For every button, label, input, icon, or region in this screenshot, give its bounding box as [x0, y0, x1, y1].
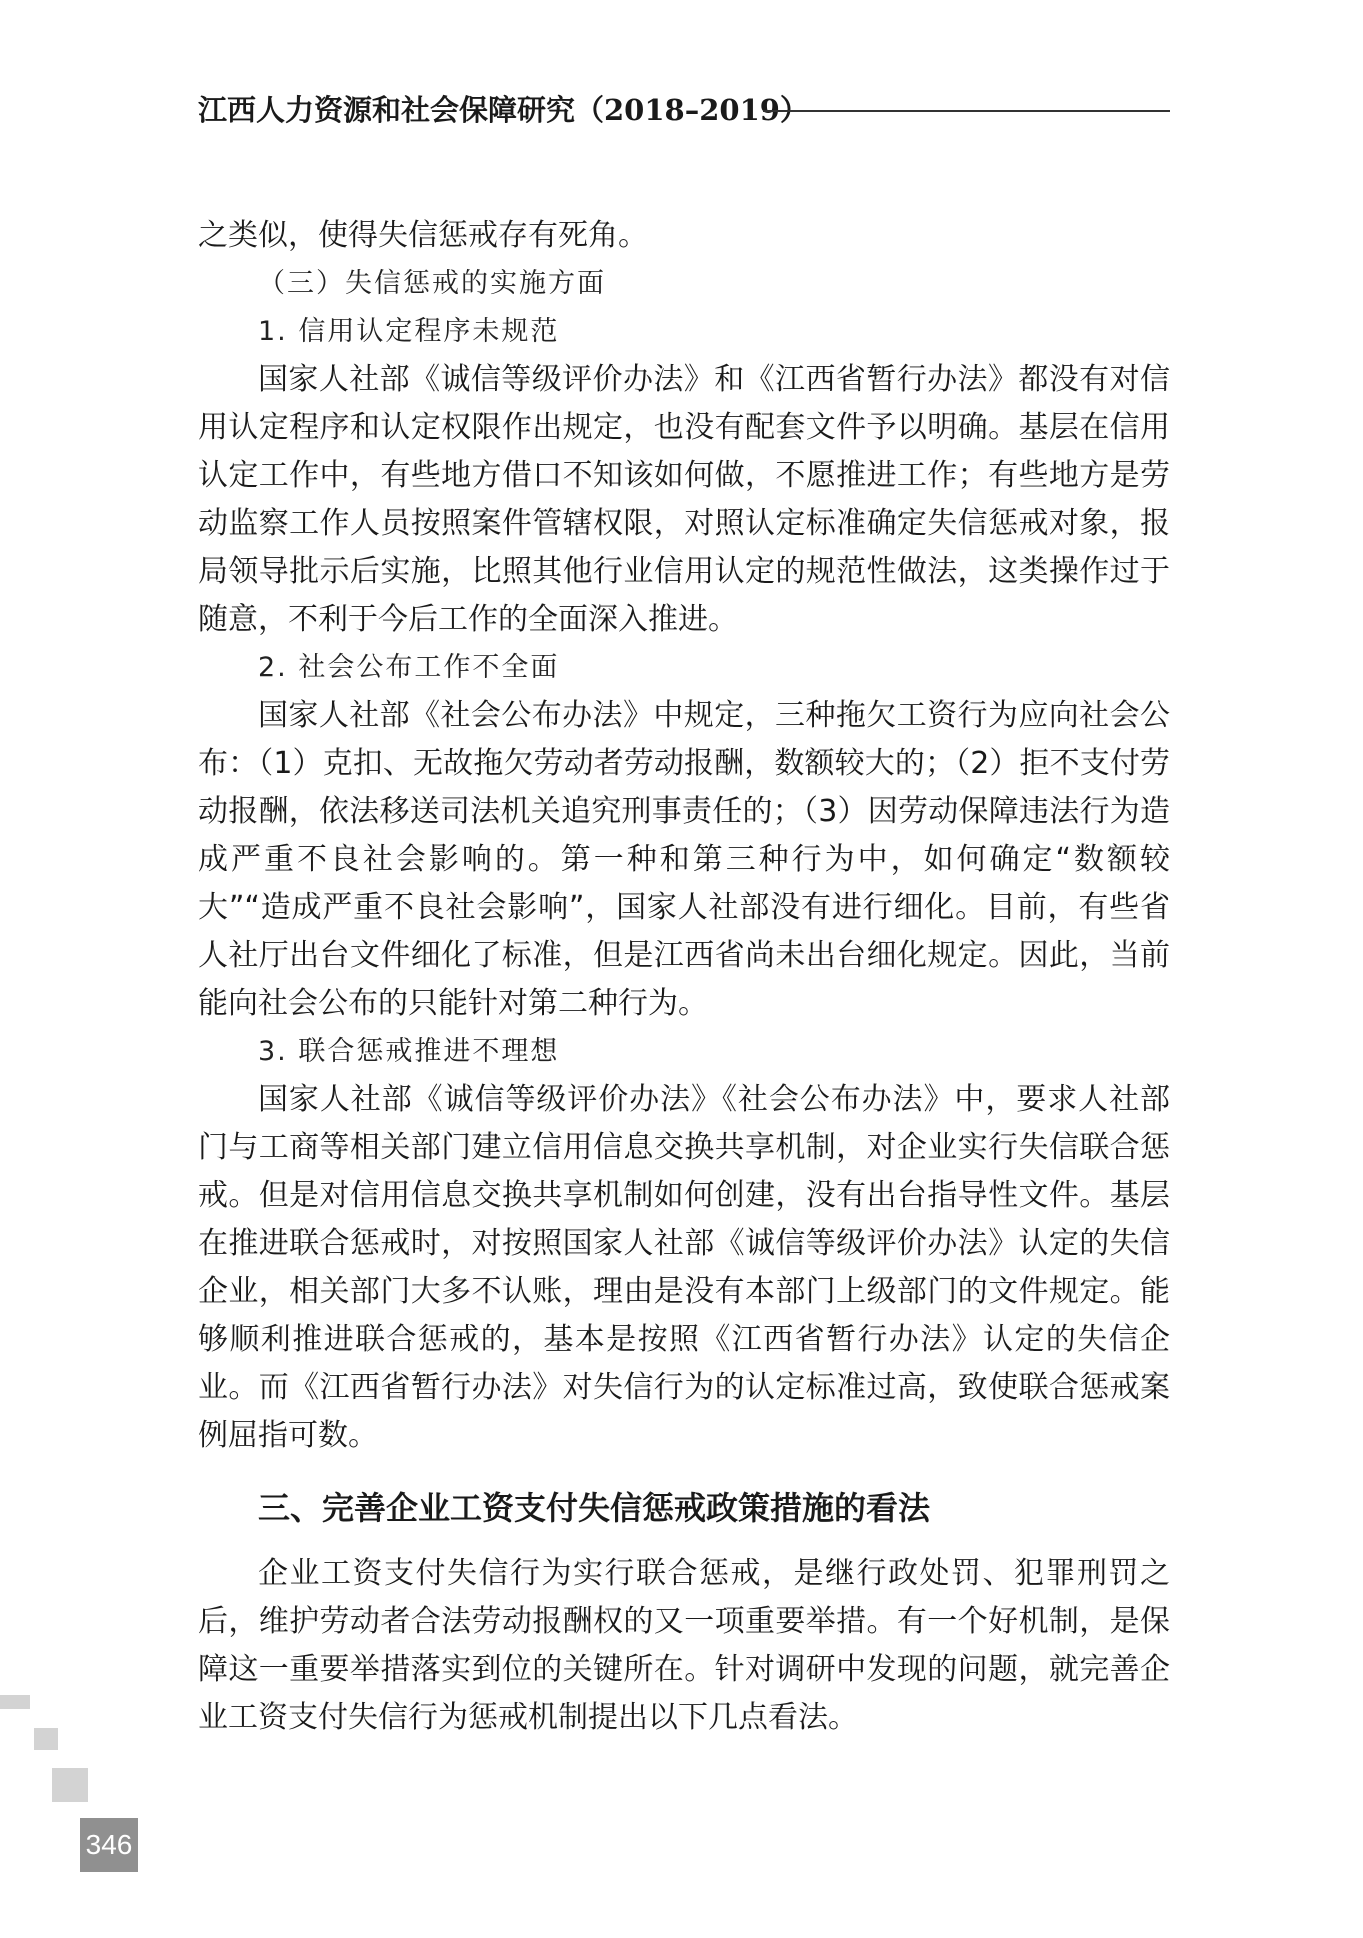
- running-header: [198, 90, 1170, 130]
- header-rule: [763, 110, 1170, 112]
- paragraph-4: 企业工资支付失信行为实行联合惩戒，是继行政处罚、犯罪刑罚之后，维护劳动者合法劳动报酬权的又一项重要举措。有一个好机制，是保障这一重要举措落实到位的关键所在。针对调研中发现的问题，就完善企业工资支付失信行为惩戒机制提出以下几点看法。: [198, 1556, 1170, 1735]
- subheading-1: 1. 信用认定程序未规范: [258, 316, 560, 347]
- subheading-3: 3. 联合惩戒推进不理想: [258, 1036, 560, 1067]
- decorative-square: [34, 1728, 58, 1750]
- subheading-section-3: （三）失信惩戒的实施方面: [258, 268, 606, 299]
- page-body: [198, 212, 1170, 1742]
- paragraph-1: 国家人社部《诚信等级评价办法》和《江西省暂行办法》都没有对信用认定程序和认定权限作出规定，也没有配套文件予以明确。基层在信用认定工作中，有些地方借口不知该如何做，不愿推进工作；有些地方是劳动监察工作人员按照案件管辖权限，对照认定标准确定失信惩戒对象，报局领导批示后实施，比照其他行业信用认定的规范性做法，这类操作过于随意，不利于今后工作的全面深入推进。: [198, 362, 1170, 637]
- paragraph-2: 国家人社部《社会公布办法》中规定，三种拖欠工资行为应向社会公布：（1）克扣、无故拖欠劳动者劳动报酬，数额较大的；（2）拒不支付劳动报酬，依法移送司法机关追究刑事责任的；（3）因劳动保障违法行为造成严重不良社会影响的。第一种和第三种行为中，如何确定“数额较大”“造成严重不良社会影响”，国家人社部没有进行细化。目前，有些省人社厅出台文件细化了标准，但是江西省尚未出台细化规定。因此，当前能向社会公布的只能针对第二种行为。: [198, 698, 1170, 1021]
- paragraph-intro: 之类似，使得失信惩戒存有死角。: [198, 218, 648, 253]
- paragraph-3: 国家人社部《诚信等级评价办法》《社会公布办法》中，要求人社部门与工商等相关部门建立信用信息交换共享机制，对企业实行失信联合惩戒。但是对信用信息交换共享机制如何创建，没有出台指导性文件。基层在推进联合惩戒时，对按照国家人社部《诚信等级评价办法》认定的失信企业，相关部门大多不认账，理由是没有本部门上级部门的文件规定。能够顺利推进联合惩戒的，基本是按照《江西省暂行办法》认定的失信企业。而《江西省暂行办法》对失信行为的认定标准过高，致使联合惩戒案例屈指可数。: [198, 1082, 1170, 1453]
- subheading-2: 2. 社会公布工作不全面: [258, 652, 560, 683]
- decorative-square: [52, 1768, 88, 1802]
- section-title: 三、完善企业工资支付失信惩戒政策措施的看法: [258, 1489, 931, 1527]
- decorative-square: [0, 1695, 30, 1709]
- running-header-title: 江西人力资源和社会保障研究（2018–2019）: [198, 93, 809, 127]
- page-number: 346: [80, 1818, 138, 1872]
